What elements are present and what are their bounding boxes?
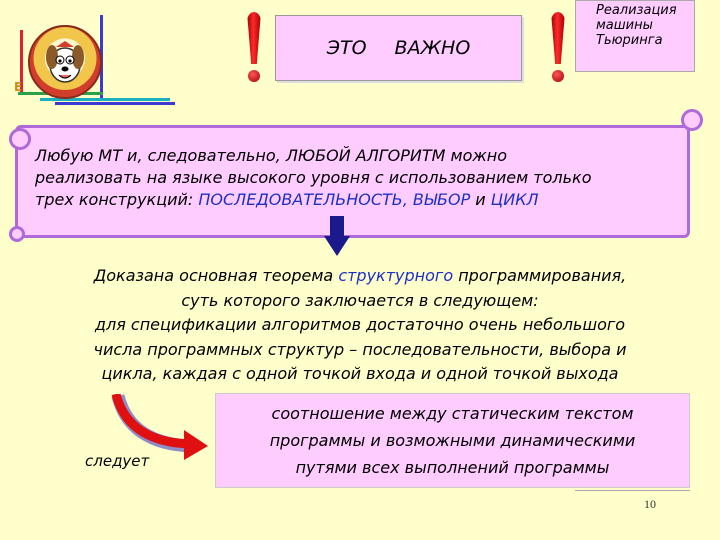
theorem-line-part: программирования, [453, 266, 627, 285]
decor-line-blue-2 [55, 102, 175, 105]
turing-title-line: Тьюринга [596, 33, 663, 48]
keyword-structural: структурного [338, 266, 454, 285]
logo-letter: E [14, 80, 23, 94]
scroll-text [35, 145, 685, 211]
theorem-line: числа программных структур – последовательности, выбора и [93, 339, 627, 359]
turing-title-line: Реализация [596, 3, 677, 18]
down-arrow-icon [324, 216, 350, 256]
scroll-curl [681, 109, 703, 131]
exclamation-icon [548, 12, 568, 82]
scroll-curl [9, 226, 25, 242]
turing-title-line: машины [596, 18, 653, 33]
relation-line: путями всех выполнений программы [295, 458, 610, 477]
exclamation-icon [244, 12, 264, 82]
scroll-line-prefix: трех конструкций: [35, 190, 199, 209]
scroll-line: реализовать на языке высокого уровня с использованием только [35, 168, 592, 187]
theorem-line: цикла, каждая с одной точкой входа и одной точкой выхода [101, 364, 619, 383]
footer-divider [575, 490, 690, 491]
relation-box [215, 393, 690, 488]
relation-line: соотношение между статическим текстом [271, 404, 634, 423]
cartoon-dog-logo [28, 25, 102, 99]
theorem-text [30, 264, 690, 387]
theorem-line-part: Доказана основная теорема [93, 266, 339, 285]
theorem-line: суть которого заключается в следующем: [181, 290, 539, 310]
theorem-line [30, 264, 690, 289]
page-number: 10 [644, 497, 656, 511]
important-banner [275, 15, 522, 81]
important-word-2: ВАЖНО [394, 37, 471, 59]
scroll-line [35, 189, 685, 211]
important-word-1: ЭТО [326, 37, 367, 59]
scroll-curl [9, 128, 31, 150]
theorem-line: для спецификации алгоритмов достаточно очень небольшого [94, 315, 626, 334]
keyword-cycle: ЦИКЛ [490, 190, 539, 209]
follows-label: следует [85, 452, 150, 470]
turing-title-box [575, 0, 695, 72]
scroll-line: Любую МТ и, следовательно, ЛЮБОЙ АЛГОРИТМ можно [35, 146, 508, 165]
scroll-line-and: и [470, 190, 491, 209]
relation-line: программы и возможными динамическими [269, 431, 636, 450]
keyword-sequence-choice: ПОСЛЕДОВАТЕЛЬНОСТЬ, ВЫБОР [198, 190, 471, 209]
